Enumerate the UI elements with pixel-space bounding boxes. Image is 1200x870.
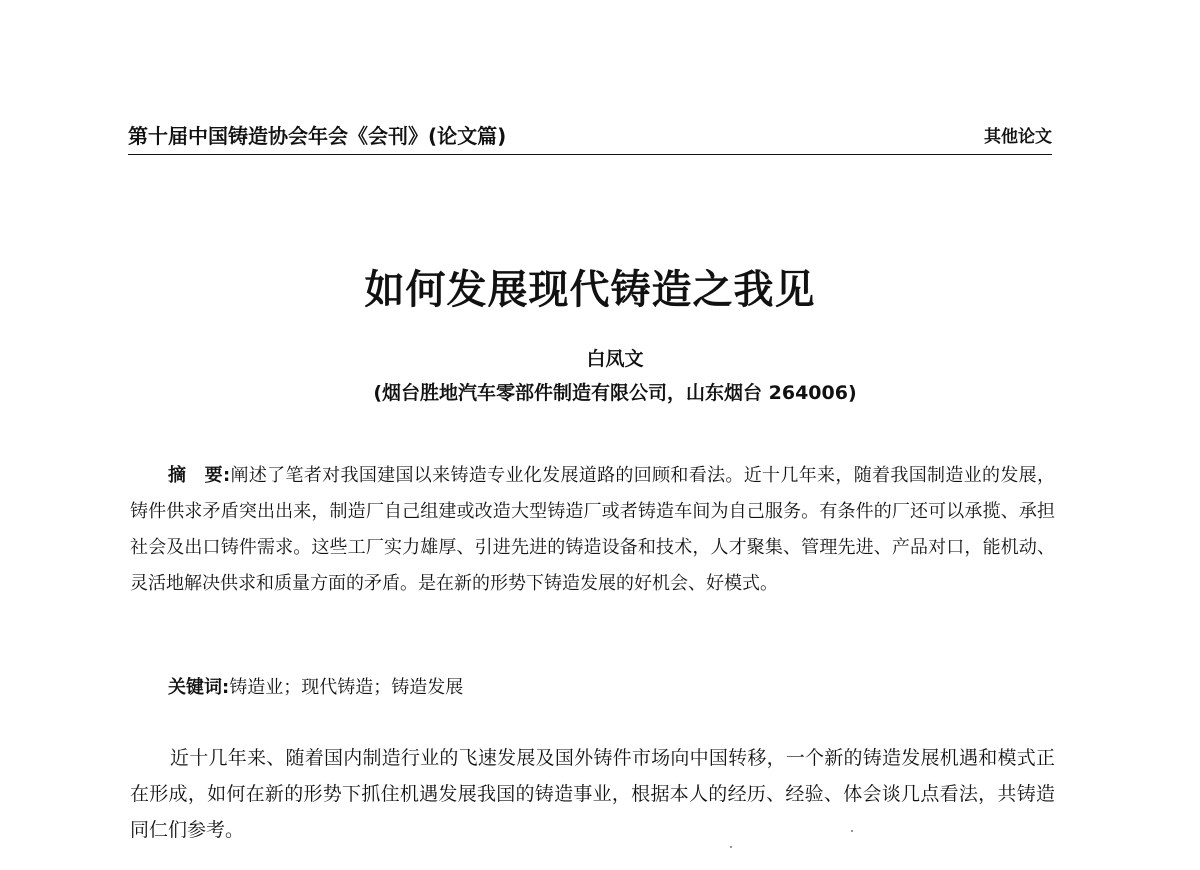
journal-title: 第十届中国铸造协会年会《会刊》(论文篇) <box>128 124 507 148</box>
keywords-text: 铸造业；现代铸造；铸造发展 <box>229 677 464 698</box>
running-header <box>128 118 1052 155</box>
section-label: 其他论文 <box>984 127 1052 147</box>
abstract-text: 阐述了笔者对我国建国以来铸造专业化发展道路的回顾和看法。近十几年来，随着我国制造业的发展，铸件供求矛盾突出出来，制造厂自己组建或改造大型铸造厂或者铸造车间为自己服务。有条件的厂还可以承揽、承担社会及出口铸件需求。这些工厂实力雄厚、引进先进的铸造设备和技术，人才聚集、管理先进、产品对口，能机动、灵活地解决供求和质量方面的矛盾。是在新的形势下铸造发展的好机会、好模式。 <box>130 465 1055 594</box>
scan-speck <box>851 830 853 832</box>
author-name: 白凤文 <box>586 348 644 370</box>
abstract-label: 摘 要: <box>168 465 231 486</box>
keywords <box>168 672 1048 704</box>
keywords-label: 关键词: <box>168 677 230 698</box>
abstract <box>130 458 1055 602</box>
scan-speck <box>730 846 732 848</box>
author-affiliation: (烟台胜地汽车零部件制造有限公司，山东烟台 264006) <box>373 382 857 404</box>
body-paragraph: 近十几年来、随着国内制造行业的飞速发展及国外铸件市场向中国转移，一个新的铸造发展机遇和模式正在形成，如何在新的形势下抓住机遇发展我国的铸造事业，根据本人的经历、经验、体会谈几点看法，共铸造同仁们参考。 <box>130 747 1055 841</box>
article-title: 如何发展现代铸造之我见 <box>364 267 816 313</box>
